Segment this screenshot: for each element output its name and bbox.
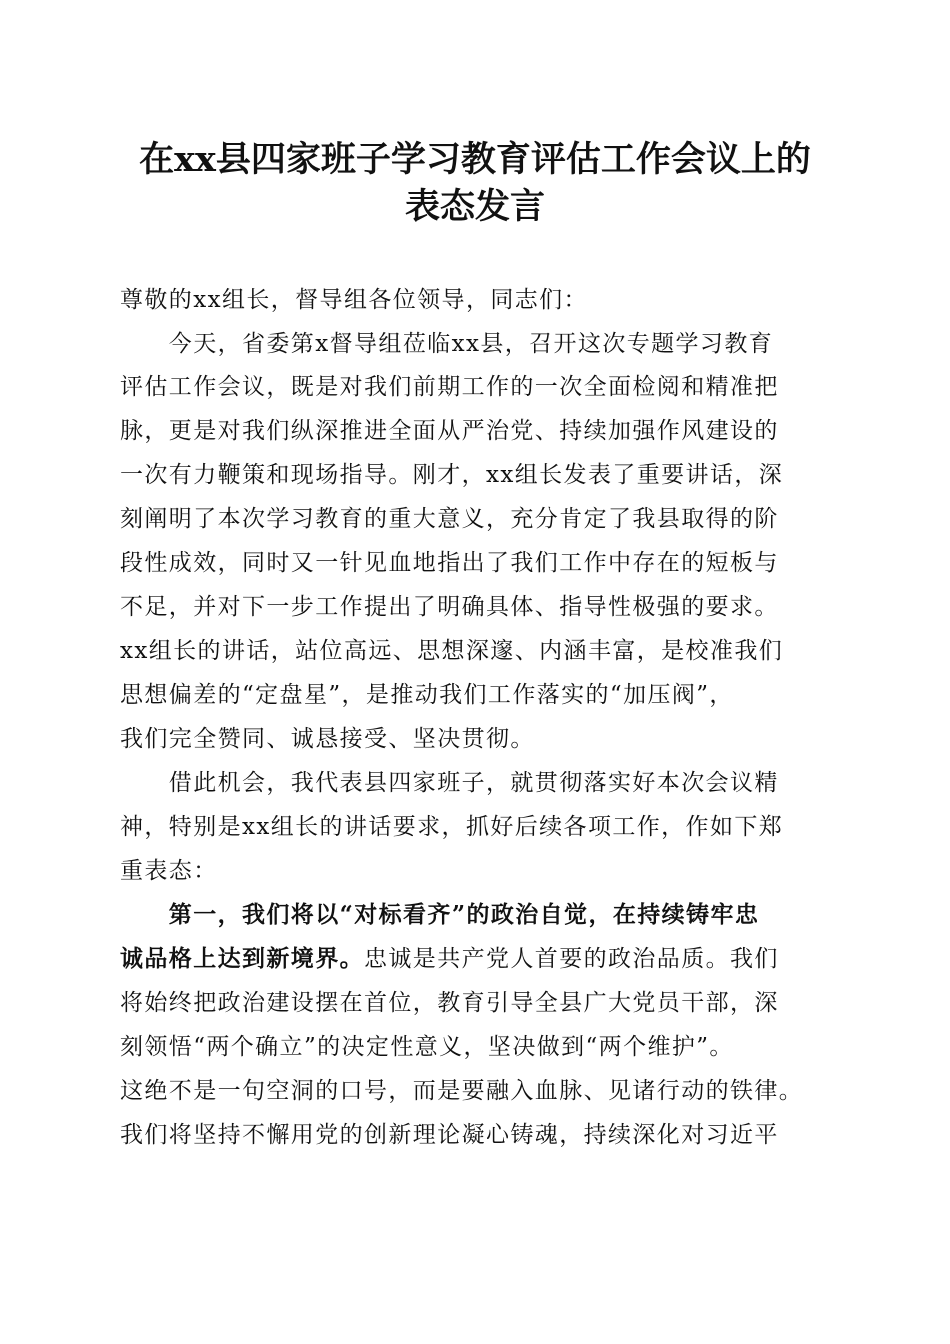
body-line: 刻阐明了本次学习教育的重大意义，充分肯定了我县取得的阶 — [120, 506, 779, 532]
body-line: 评估工作会议，既是对我们前期工作的一次全面检阅和精准把 — [120, 374, 779, 400]
body-line: 一次有力鞭策和现场指导。刚才，xx组长发表了重要讲话，深 — [120, 462, 784, 488]
page-title: 在xx县四家班子学习教育评估工作会议上的 — [139, 139, 811, 180]
body-line: 我们将坚持不懈用党的创新理论凝心铸魂，持续深化对习近平 — [120, 1122, 779, 1148]
body-line: 这绝不是一句空洞的口号，而是要融入血脉、见诸行动的铁律。 — [120, 1078, 804, 1104]
body-line: 刻领悟“两个确立”的决定性意义，坚决做到“两个维护”。 — [120, 1034, 734, 1060]
body-line: 今天，省委第x督导组莅临xx县，召开这次专题学习教育 — [120, 331, 774, 357]
body-line: 我们完全赞同、诚恳接受、坚决贯彻。 — [120, 726, 535, 752]
body-line: 思想偏差的“定盘星”，是推动我们工作落实的“加压阀”， — [120, 682, 734, 708]
body-line-mixed — [120, 945, 850, 973]
section-heading-tail: 诚品格上达到新境界。 — [120, 945, 364, 972]
page-title-line-2: 表态发言 — [404, 186, 545, 227]
body-line: 重表态： — [120, 858, 218, 884]
body-line: 将始终把政治建设摆在首位，教育引导全县广大党员干部，深 — [120, 990, 779, 1016]
salutation-line: 尊敬的xx组长，督导组各位领导，同志们： — [120, 287, 588, 313]
body-line: 借此机会，我代表县四家班子，就贯彻落实好本次会议精 — [120, 770, 779, 796]
body-line: 段性成效，同时又一针见血地指出了我们工作中存在的短板与 — [120, 550, 779, 576]
body-line: 不足，并对下一步工作提出了明确具体、指导性极强的要求。 — [120, 594, 779, 620]
body-line-rest: 忠诚是共产党人首要的政治品质。我们 — [364, 946, 779, 972]
body-line: xx组长的讲话，站位高远、思想深邃、内涵丰富，是校准我们 — [120, 638, 784, 664]
body-line: 神，特别是xx组长的讲话要求，抓好后续各项工作，作如下郑 — [120, 814, 784, 840]
section-heading-line: 第一，我们将以“对标看齐”的政治自觉，在持续铸牢忠 — [120, 901, 760, 928]
body-line: 脉，更是对我们纵深推进全面从严治党、持续加强作风建设的 — [120, 418, 779, 444]
